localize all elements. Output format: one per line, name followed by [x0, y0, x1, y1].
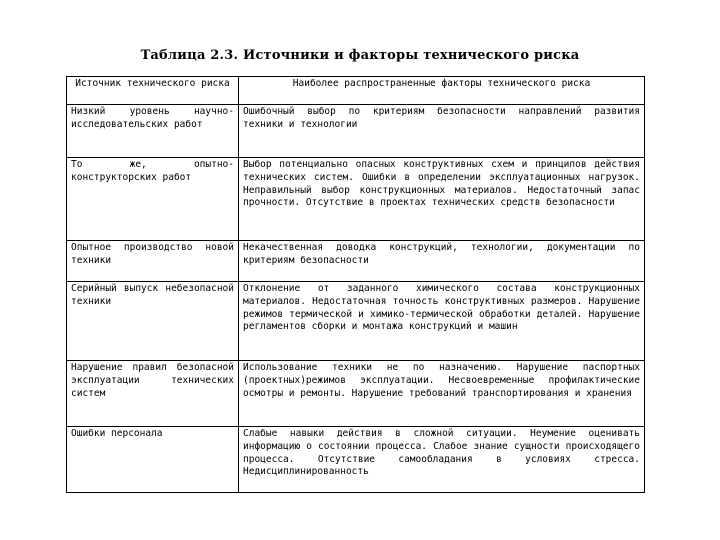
document-title: Таблица 2.3. Источники и факторы технического риска [140, 48, 580, 63]
risk-factors-cell: Отклонение от заданного химического состава конструкционных материалов. Недостаточная точность конструктивных размеров. Нарушение режимов термической и химико-термической обработки деталей. Нарушение регламентов сборки и монтажа конструкций и машин [239, 282, 645, 361]
risk-source-cell: Нарушение правил безопасной эксплуатации технических систем [67, 361, 239, 427]
risk-sources-table [66, 76, 645, 493]
risk-factors-cell: Выбор потенциально опасных конструктивных схем и принципов действия технических систем. Ошибки в определении эксплуатационных нагрузок. Неправильный выбор конструкционных материалов. Недостаточный запас прочности. Отсутствие в проектах технических средств безопасности [239, 158, 645, 241]
risk-factors-cell: Некачественная доводка конструкций, технологии, документации по критериям безопасности [239, 241, 645, 282]
risk-source-cell: Низкий уровень научно-исследовательских работ [67, 105, 239, 158]
table-row [67, 105, 645, 158]
risk-source-cell: Опытное производство новой техники [67, 241, 239, 282]
table-row [67, 158, 645, 241]
header-source: Источник технического риска [67, 77, 239, 105]
table-header-row [67, 77, 645, 105]
table-row [67, 282, 645, 361]
risk-factors-cell: Слабые навыки действия в сложной ситуации. Неумение оценивать информацию о состоянии процесса. Слабое знание сущности происходящего процесса. Отсутствие самообладания в условиях стресса. Недисциплинированность [239, 427, 645, 493]
risk-source-cell: Ошибки персонала [67, 427, 239, 493]
risk-factors-cell: Ошибочный выбор по критериям безопасности направлений развития техники и технологии [239, 105, 645, 158]
risk-source-cell: То же, опытно-конструкторских работ [67, 158, 239, 241]
table-row [67, 241, 645, 282]
table-row [67, 427, 645, 493]
risk-source-cell: Серийный выпуск небезопасной техники [67, 282, 239, 361]
header-factors: Наиболее распространенные факторы технического риска [239, 77, 645, 105]
table-row [67, 361, 645, 427]
risk-factors-cell: Использование техники не по назначению. Нарушение паспортных (проектных)режимов эксплуатации. Несвоевременные профилактические осмотры и ремонты. Нарушение требований транспортирования и хранения [239, 361, 645, 427]
